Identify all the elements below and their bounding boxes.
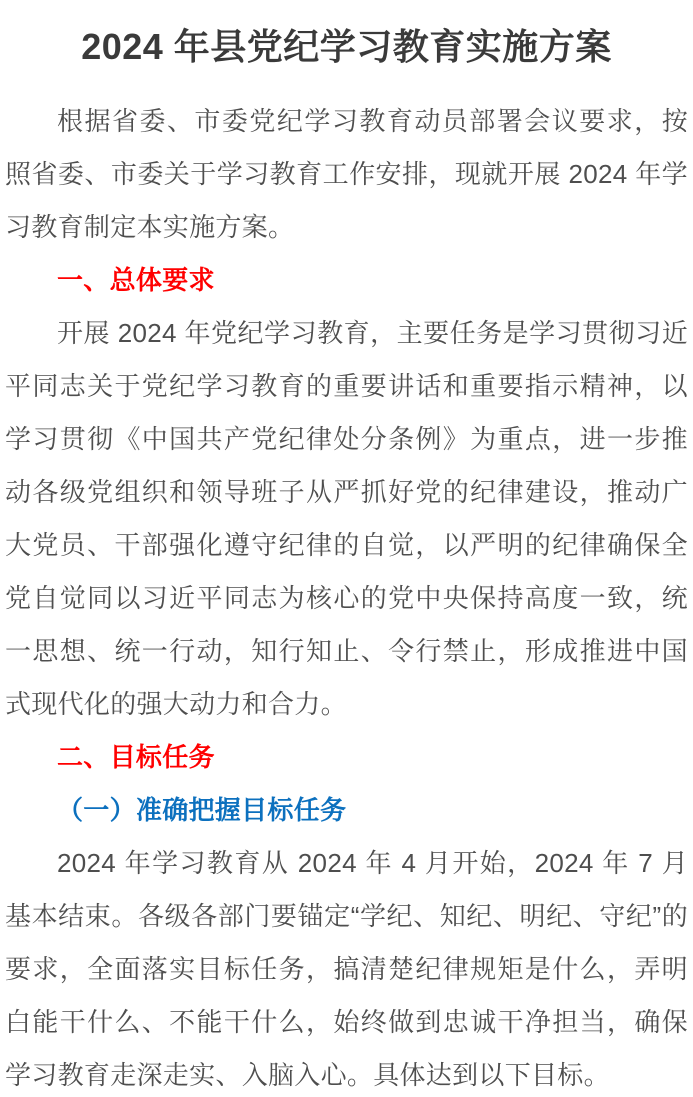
subsection-heading-grasp-target-tasks: （一）准确把握目标任务 — [57, 794, 347, 825]
paragraph-intro: 根据省委、市委党纪学习教育动员部署会议要求，按照省委、市委关于学习教育工作安排，现就开展 2024 年学习教育制定本实施方案。 — [5, 105, 688, 242]
document-title: 2024 年县党纪学习教育实施方案 — [81, 26, 612, 67]
section-heading-target-tasks: 二、目标任务 — [57, 741, 215, 772]
section-heading-overall-requirements: 一、总体要求 — [57, 264, 215, 295]
paragraph-overall-requirements: 开展 2024 年党纪学习教育，主要任务是学习贯彻习近平同志关于党纪学习教育的重要讲话和重要指示精神，以学习贯彻《中国共产党纪律处分条例》为重点，进一步推动各级党组织和领导班子从严抓好党的纪律建设，推动广大党员、干部强化遵守纪律的自觉，以严明的纪律确保全党自觉同以习近平同志为核心的党中央保持高度一致，统一思想、统一行动，知行知止、令行禁止，形成推进中国式现代化的强大动力和合力。 — [5, 317, 688, 719]
paragraph-target-tasks: 2024 年学习教育从 2024 年 4 月开始，2024 年 7 月基本结束。各级各部门要锚定“学纪、知纪、明纪、守纪”的要求，全面落实目标任务，搞清楚纪律规矩是什么，弄明白能干什么、不能干什么，始终做到忠诚干净担当，确保学习教育走深走实、入脑入心。具体达到以下目标。 — [5, 847, 688, 1090]
